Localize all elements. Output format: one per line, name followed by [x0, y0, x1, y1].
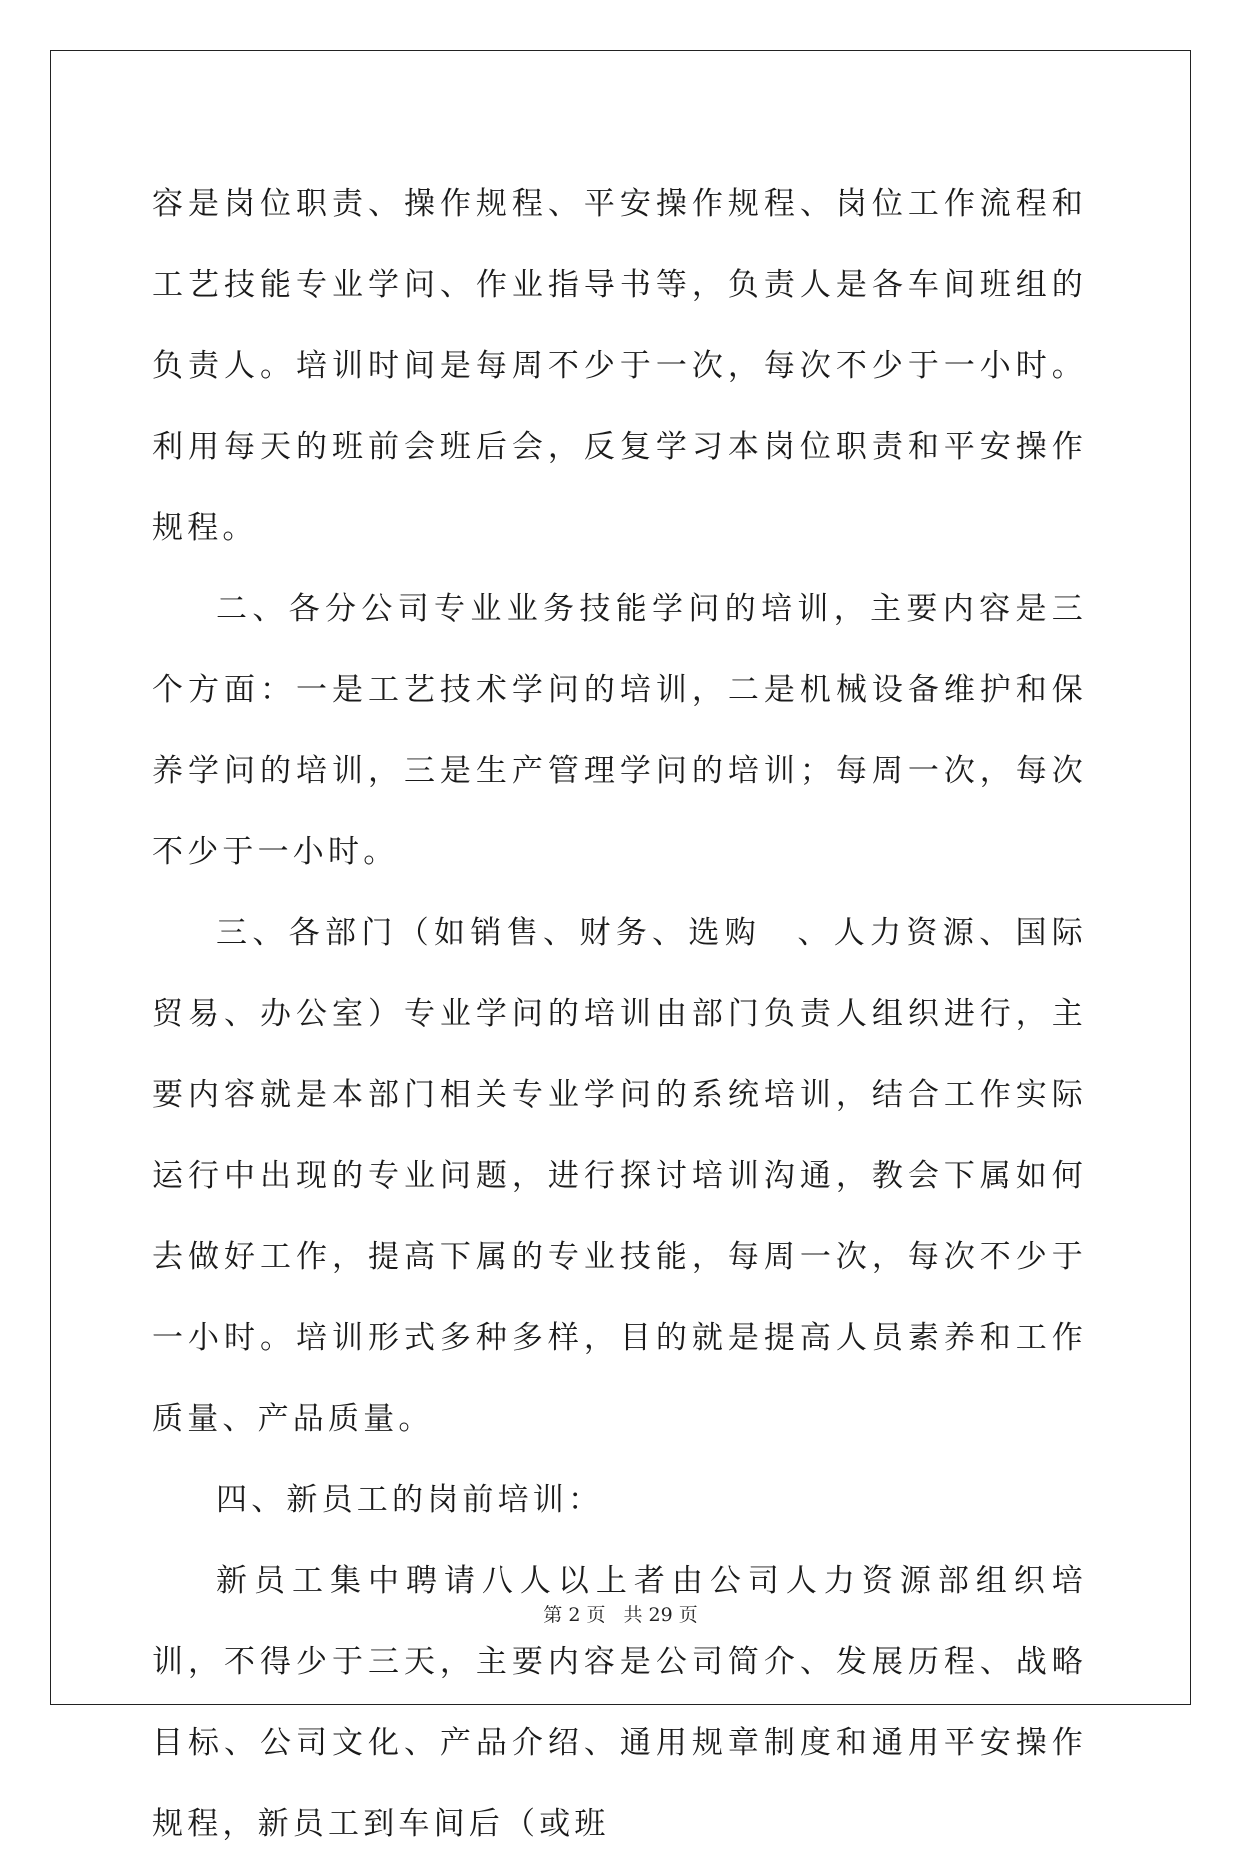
page-footer — [0, 1600, 1241, 1627]
page-number: 第 2 页 — [543, 1604, 606, 1626]
paragraph-4: 四、新员工的岗前培训： — [216, 1482, 604, 1518]
page-total: 共 29 页 — [623, 1604, 698, 1626]
paragraph-3: 三、各部门（如销售、财务、选购 、人力资源、国际贸易、办公室）专业学问的培训由部门负责人组织进行，主要内容就是本部门相关专业学问的系统培训，结合工作实际运行中出现的专业问题，进行探讨培训沟通，教会下属如何去做好工作，提高下属的专业技能，每周一次，每次不少于一小时。培训形式多种多样，目的就是提高人员素养和工作质量、产品质量。 — [152, 915, 1087, 1437]
paragraph-2: 二、各分公司专业业务技能学问的培训，主要内容是三个方面：一是工艺技术学问的培训，二是机械设备维护和保养学问的培训，三是生产管理学问的培训；每周一次，每次不少于一小时。 — [152, 591, 1087, 870]
paragraph-1: 容是岗位职责、操作规程、平安操作规程、岗位工作流程和工艺技能专业学问、作业指导书等，负责人是各车间班组的负责人。培训时间是每周不少于一次，每次不少于一小时。利用每天的班前会班后会，反复学习本岗位职责和平安操作规程。 — [152, 186, 1087, 546]
paragraph-5: 新员工集中聘请八人以上者由公司人力资源部组织培训，不得少于三天，主要内容是公司简介、发展历程、战略目标、公司文化、产品介绍、通用规章制度和通用平安操作规程，新员工到车间后（或班 — [152, 1563, 1087, 1842]
